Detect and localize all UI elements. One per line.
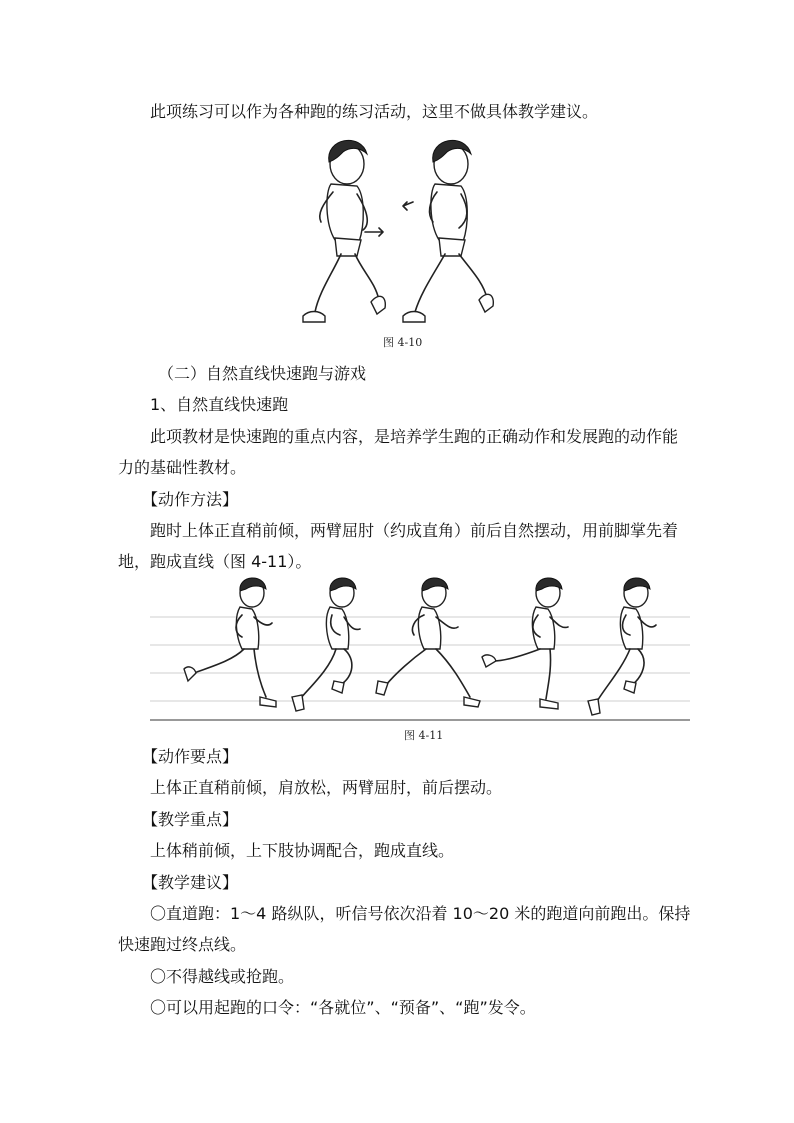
paragraph-line: 〇直道跑：1～4 路纵队，听信号依次沿着 10～20 米的跑道向前跑出。保持 bbox=[150, 904, 691, 923]
paragraph-line: 〇不得越线或抢跑。 bbox=[150, 967, 295, 986]
section-heading: （二）自然直线快速跑与游戏 bbox=[158, 364, 367, 383]
paragraph-line: 快速跑过终点线。 bbox=[118, 935, 247, 954]
figure-4-11-illustration bbox=[150, 575, 690, 725]
running-boy-1 bbox=[184, 578, 276, 707]
label-heading: 【教学建议】 bbox=[142, 873, 239, 892]
paragraph-line: 上体稍前倾，上下肢协调配合，跑成直线。 bbox=[150, 841, 455, 860]
figure-4-10-caption: 图 4-10 bbox=[383, 336, 423, 349]
figure-4-10-illustration bbox=[295, 132, 505, 332]
paragraph-line: 〇可以用起跑的口令：“各就位”、“预备”、“跑”发令。 bbox=[150, 998, 536, 1017]
subsection-heading: 1、自然直线快速跑 bbox=[150, 395, 289, 414]
running-boy-2 bbox=[292, 578, 360, 711]
walking-boy-1 bbox=[303, 140, 385, 322]
figure-4-11-caption: 图 4-11 bbox=[404, 729, 444, 742]
walking-boy-2 bbox=[403, 140, 493, 322]
label-heading: 【动作要点】 bbox=[142, 747, 239, 766]
label-heading: 【教学重点】 bbox=[142, 810, 239, 829]
paragraph-intro: 此项练习可以作为各种跑的练习活动，这里不做具体教学建议。 bbox=[150, 102, 599, 121]
running-boy-3 bbox=[376, 578, 480, 707]
running-boy-4 bbox=[482, 578, 568, 709]
paragraph-line: 力的基础性教材。 bbox=[118, 458, 247, 477]
label-heading: 【动作方法】 bbox=[142, 490, 239, 509]
paragraph-line: 此项教材是快速跑的重点内容，是培养学生跑的正确动作和发展跑的动作能 bbox=[150, 427, 679, 446]
paragraph-line: 上体正直稍前倾，肩放松，两臂屈肘，前后摆动。 bbox=[150, 778, 503, 797]
paragraph-line: 地，跑成直线（图 4-11）。 bbox=[118, 552, 312, 571]
running-boy-5 bbox=[588, 578, 656, 715]
paragraph-line: 跑时上体正直稍前倾，两臂屈肘（约成直角）前后自然摆动，用前脚掌先着 bbox=[150, 521, 679, 540]
